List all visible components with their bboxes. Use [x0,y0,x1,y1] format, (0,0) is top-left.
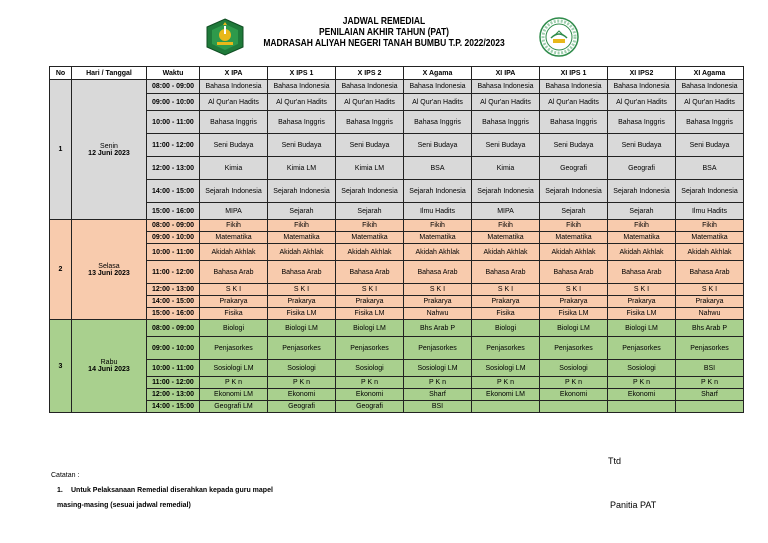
subject-cell: Matematika [472,232,540,244]
remedial-schedule-table [49,66,744,413]
kemenag-emblem-icon [205,18,245,56]
subject-cell: Bahasa Arab [336,261,404,284]
subject-cell: Sosiologi LM [404,360,472,377]
subject-cell: Seni Budaya [268,134,336,157]
subject-cell: Ekonomi [268,389,336,401]
subject-cell: Bahasa Inggris [268,111,336,134]
subject-cell: P K n [472,377,540,389]
day-date: 14 Juni 2023 [88,366,130,373]
subject-cell: Kimia LM [268,157,336,180]
subject-cell: Sosiologi [608,360,676,377]
subject-cell: Ekonomi [540,389,608,401]
day-date-cell [72,320,147,413]
subject-cell: P K n [608,377,676,389]
subject-cell: Al Qur'an Hadits [404,94,472,111]
subject-cell: Fikih [540,220,608,232]
table-row [50,296,744,308]
subject-cell: Bahasa Arab [608,261,676,284]
subject-cell: Fikih [200,220,268,232]
subject-cell: Geografi LM [200,401,268,413]
table-row [50,320,744,337]
time-slot: 14:00 - 15:00 [147,401,200,413]
table-row [50,308,744,320]
column-header: XI IPS 1 [540,67,608,80]
subject-cell: Seni Budaya [404,134,472,157]
time-slot: 10:00 - 11:00 [147,111,200,134]
column-header: XI IPS2 [608,67,676,80]
subject-cell: Bahasa Arab [404,261,472,284]
subject-cell: Penjasorkes [336,337,404,360]
subject-cell: S K I [268,284,336,296]
table-row [50,284,744,296]
table-row [50,337,744,360]
subject-cell: Biologi [200,320,268,337]
subject-cell: Sejarah Indonesia [472,180,540,203]
subject-cell: Sosiologi [268,360,336,377]
subject-cell: Sejarah Indonesia [336,180,404,203]
subject-cell: Nahwu [404,308,472,320]
column-header: X IPS 2 [336,67,404,80]
subject-cell: Bahasa Arab [268,261,336,284]
subject-cell: Al Qur'an Hadits [472,94,540,111]
time-slot: 12:00 - 13:00 [147,284,200,296]
subject-cell: Bahasa Inggris [336,111,404,134]
subject-cell: Bahasa Arab [472,261,540,284]
subject-cell: S K I [472,284,540,296]
subject-cell: Kimia [472,157,540,180]
subject-cell: Ilmu Hadits [404,203,472,220]
subject-cell: Matematika [608,232,676,244]
day-date: 13 Juni 2023 [88,269,130,277]
time-slot: 09:00 - 10:00 [147,94,200,111]
table-body [50,80,744,413]
time-slot: 14:00 - 15:00 [147,180,200,203]
subject-cell: Bahasa Indonesia [676,80,744,94]
subject-cell: Bhs Arab P [676,320,744,337]
column-header: X IPS 1 [268,67,336,80]
subject-cell: Sejarah Indonesia [200,180,268,203]
subject-cell: Matematika [404,232,472,244]
subject-cell: Ekonomi [336,389,404,401]
subject-cell: Bahasa Indonesia [540,80,608,94]
subject-cell: P K n [336,377,404,389]
subject-cell: Bhs Arab P [404,320,472,337]
time-slot: 08:00 - 09:00 [147,80,200,94]
time-slot: 08:00 - 09:00 [147,220,200,232]
group-number: 2 [50,220,72,320]
time-slot: 14:00 - 15:00 [147,296,200,308]
notes-title: Catatan : [51,472,80,479]
subject-cell: Sejarah Indonesia [540,180,608,203]
note-number: 1. [57,487,63,494]
subject-cell: Ekonomi [608,389,676,401]
subject-cell: Sosiologi [336,360,404,377]
subject-cell: Fisika LM [608,308,676,320]
table-row [50,80,744,94]
table-row [50,134,744,157]
subject-cell: Bahasa Arab [200,261,268,284]
subject-cell: Bahasa Inggris [472,111,540,134]
subject-cell: S K I [676,284,744,296]
column-header: Hari / Tanggal [72,67,147,80]
subject-cell: Al Qur'an Hadits [200,94,268,111]
subject-cell: Penjasorkes [540,337,608,360]
subject-cell: Fisika [472,308,540,320]
madrasah-seal-icon [538,16,580,58]
subject-cell: Sharf [404,389,472,401]
time-slot: 11:00 - 12:00 [147,261,200,284]
group-number: 3 [50,320,72,413]
subject-cell: Kimia LM [336,157,404,180]
subject-cell [472,401,540,413]
subject-cell: Seni Budaya [608,134,676,157]
subject-cell: Seni Budaya [200,134,268,157]
subject-cell: Bahasa Indonesia [608,80,676,94]
subject-cell: Kimia [200,157,268,180]
subject-cell: Biologi LM [336,320,404,337]
subject-cell: Prakarya [540,296,608,308]
subject-cell: Penjasorkes [404,337,472,360]
subject-cell: Penjasorkes [676,337,744,360]
subject-cell: Matematika [336,232,404,244]
subject-cell: Sejarah Indonesia [404,180,472,203]
time-slot: 10:00 - 11:00 [147,244,200,261]
subject-cell: Biologi LM [268,320,336,337]
subject-cell: Sejarah [268,203,336,220]
subject-cell: Bahasa Arab [676,261,744,284]
subject-cell: BSI [676,360,744,377]
subject-cell: Fikih [336,220,404,232]
subject-cell: Geografi [268,401,336,413]
subject-cell: P K n [268,377,336,389]
subject-cell: P K n [540,377,608,389]
subject-cell: Penjasorkes [268,337,336,360]
subject-cell: Seni Budaya [676,134,744,157]
table-row [50,377,744,389]
subject-cell: P K n [676,377,744,389]
subject-cell: Geografi [336,401,404,413]
subject-cell: Al Qur'an Hadits [268,94,336,111]
subject-cell: Geografi [540,157,608,180]
subject-cell: Biologi LM [540,320,608,337]
table-row [50,203,744,220]
subject-cell: S K I [404,284,472,296]
subject-cell: Bahasa Indonesia [268,80,336,94]
notes-section [51,471,79,480]
signature-panitia: Panitia PAT [610,500,657,510]
subject-cell [540,401,608,413]
subject-cell [608,401,676,413]
subject-cell: Penjasorkes [200,337,268,360]
subject-cell: Sejarah [608,203,676,220]
subject-cell [676,401,744,413]
subject-cell: Prakarya [268,296,336,308]
subject-cell: Bahasa Indonesia [336,80,404,94]
subject-cell: Al Qur'an Hadits [336,94,404,111]
day-name: Selasa [98,262,120,270]
time-slot: 12:00 - 13:00 [147,157,200,180]
subject-cell: Akidah Akhlak [336,244,404,261]
subject-cell: Seni Budaya [540,134,608,157]
subject-cell: Fikih [472,220,540,232]
subject-cell: S K I [540,284,608,296]
subject-cell: Fisika [200,308,268,320]
table-row [50,261,744,284]
subject-cell: Akidah Akhlak [608,244,676,261]
day-date-cell [72,80,147,220]
time-slot: 15:00 - 16:00 [147,203,200,220]
subject-cell: Fisika LM [268,308,336,320]
subject-cell: Sharf [676,389,744,401]
document-header [0,16,768,49]
signature-ttd: Ttd [608,456,622,466]
table-row [50,111,744,134]
subject-cell: Prakarya [404,296,472,308]
subject-cell: Al Qur'an Hadits [676,94,744,111]
subject-cell: Nahwu [676,308,744,320]
subject-cell: Fikih [404,220,472,232]
subject-cell: S K I [336,284,404,296]
subject-cell: Fisika LM [540,308,608,320]
table-row [50,157,744,180]
subject-cell: Seni Budaya [336,134,404,157]
subject-cell: Prakarya [608,296,676,308]
subject-cell: Bahasa Indonesia [200,80,268,94]
column-header: XI IPA [472,67,540,80]
subject-cell: Matematika [540,232,608,244]
table-row [50,389,744,401]
subject-cell: Ilmu Hadits [676,203,744,220]
title-line-1: JADWAL REMEDIAL [342,16,426,27]
table-row [50,220,744,232]
time-slot: 11:00 - 12:00 [147,377,200,389]
table-header-row [50,67,744,80]
subject-cell: Penjasorkes [608,337,676,360]
subject-cell: Akidah Akhlak [472,244,540,261]
column-header: No [50,67,72,80]
subject-cell: Seni Budaya [472,134,540,157]
subject-cell: Bahasa Indonesia [472,80,540,94]
subject-cell: Sejarah Indonesia [268,180,336,203]
subject-cell: Ekonomi LM [200,389,268,401]
time-slot: 09:00 - 10:00 [147,337,200,360]
subject-cell: Prakarya [676,296,744,308]
subject-cell: Bahasa Inggris [540,111,608,134]
column-header: X IPA [200,67,268,80]
subject-cell: Sosiologi LM [200,360,268,377]
subject-cell: Akidah Akhlak [676,244,744,261]
subject-cell: Fisika LM [336,308,404,320]
table-row [50,94,744,111]
column-header: XI Agama [676,67,744,80]
subject-cell: P K n [200,377,268,389]
subject-cell: Sejarah Indonesia [608,180,676,203]
subject-cell: Sejarah Indonesia [676,180,744,203]
note-line-2: masing-masing (sesuai jadwal remedial) [57,502,191,509]
table-row [50,401,744,413]
subject-cell: Fikih [676,220,744,232]
column-header: X Agama [404,67,472,80]
time-slot: 10:00 - 11:00 [147,360,200,377]
subject-cell: S K I [200,284,268,296]
time-slot: 08:00 - 09:00 [147,320,200,337]
subject-cell: S K I [608,284,676,296]
subject-cell: Matematika [200,232,268,244]
subject-cell: Biologi LM [608,320,676,337]
day-name: Senin [100,142,118,150]
subject-cell: Biologi [472,320,540,337]
subject-cell: Akidah Akhlak [200,244,268,261]
subject-cell: Bahasa Inggris [404,111,472,134]
subject-cell: Al Qur'an Hadits [608,94,676,111]
subject-cell: Ekonomi LM [472,389,540,401]
subject-cell: BSA [404,157,472,180]
day-date: 12 Juni 2023 [88,149,130,157]
subject-cell: Al Qur'an Hadits [540,94,608,111]
subject-cell: Akidah Akhlak [540,244,608,261]
time-slot: 15:00 - 16:00 [147,308,200,320]
subject-cell: BSA [676,157,744,180]
subject-cell: Matematika [268,232,336,244]
subject-cell: Sejarah [540,203,608,220]
table-row [50,360,744,377]
subject-cell: BSI [404,401,472,413]
table-row [50,232,744,244]
subject-cell: MIPA [472,203,540,220]
day-name: Rabu [100,359,118,366]
subject-cell: Matematika [676,232,744,244]
subject-cell: Bahasa Inggris [676,111,744,134]
subject-cell: Geografi [608,157,676,180]
day-date-cell [72,220,147,320]
group-number: 1 [50,80,72,220]
table-row [50,180,744,203]
title-line-3: MADRASAH ALIYAH NEGERI TANAH BUMBU T.P. 2022/2023 [263,38,505,49]
subject-cell: Bahasa Inggris [608,111,676,134]
subject-cell: Fikih [268,220,336,232]
note-line-1: Untuk Pelaksanaan Remedial diserahkan kepada guru mapel [71,487,273,494]
subject-cell: Bahasa Arab [540,261,608,284]
subject-cell: Prakarya [200,296,268,308]
table-row [50,244,744,261]
time-slot: 11:00 - 12:00 [147,134,200,157]
subject-cell: Akidah Akhlak [404,244,472,261]
subject-cell: Sosiologi [540,360,608,377]
subject-cell: Sejarah [336,203,404,220]
subject-cell: Fikih [608,220,676,232]
column-header: Waktu [147,67,200,80]
title-line-2: PENILAIAN AKHIR TAHUN (PAT) [318,27,449,38]
subject-cell: Bahasa Indonesia [404,80,472,94]
subject-cell: Sosiologi LM [472,360,540,377]
time-slot: 09:00 - 10:00 [147,232,200,244]
subject-cell: Prakarya [336,296,404,308]
subject-cell: Bahasa Inggris [200,111,268,134]
subject-cell: P K n [404,377,472,389]
subject-cell: Akidah Akhlak [268,244,336,261]
subject-cell: Penjasorkes [472,337,540,360]
subject-cell: MIPA [200,203,268,220]
subject-cell: Prakarya [472,296,540,308]
time-slot: 12:00 - 13:00 [147,389,200,401]
